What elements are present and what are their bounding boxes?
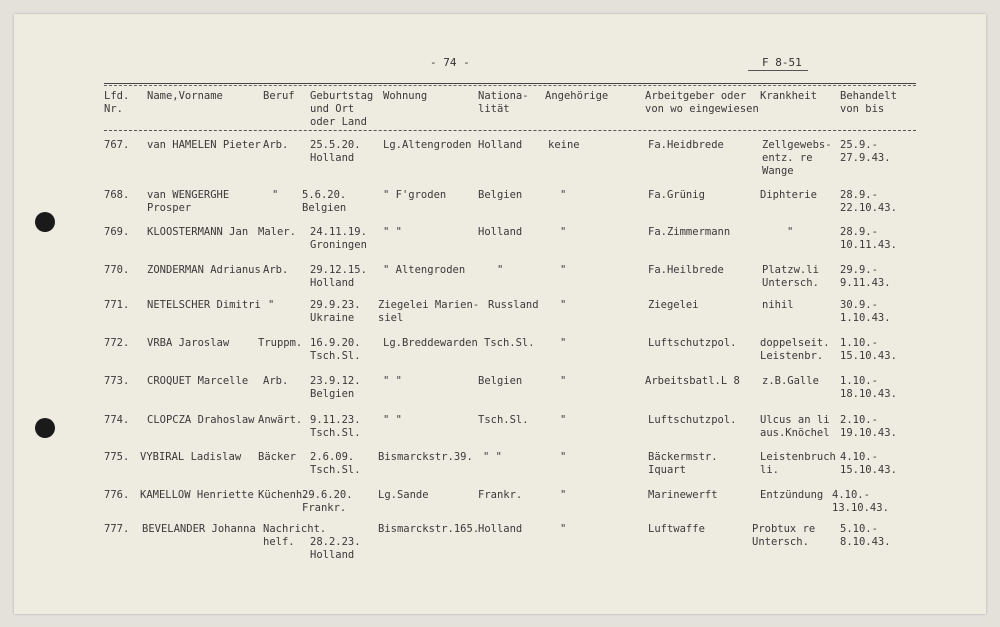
employer-cell: Fa.Zimmermann: [648, 226, 731, 238]
nationality-cell: ": [497, 264, 504, 276]
row-number: 776.: [104, 489, 130, 501]
relatives-cell: ": [560, 451, 567, 463]
nationality-cell: Belgien: [478, 375, 523, 387]
punch-hole: [35, 212, 55, 232]
birth-cell: 24.11.19. Groningen: [310, 226, 367, 251]
occupation-cell: Maler.: [258, 226, 296, 238]
nationality-cell: Holland: [478, 226, 523, 238]
row-number: 772.: [104, 337, 130, 349]
employer-cell: Luftschutzpol.: [648, 414, 737, 426]
birth-cell: 5.6.20. Belgien: [302, 189, 347, 214]
occupation-cell: Arb.: [263, 375, 289, 387]
illness-cell: Probtux re Untersch.: [752, 523, 816, 548]
nationality-cell: " ": [483, 451, 502, 463]
column-header: Nationa- lität: [478, 90, 529, 115]
column-header: Name,Vorname: [147, 90, 223, 102]
treatment-dates-cell: 4.10.- 13.10.43.: [832, 489, 889, 514]
name-cell: van HAMELEN Pieter: [147, 139, 261, 151]
nationality-cell: Russland: [488, 299, 539, 311]
illness-cell: nihil: [762, 299, 794, 311]
treatment-dates-cell: 28.9.- 22.10.43.: [840, 189, 897, 214]
row-number: 774.: [104, 414, 130, 426]
treatment-dates-cell: 4.10.- 15.10.43.: [840, 451, 897, 476]
treatment-dates-cell: 1.10.- 15.10.43.: [840, 337, 897, 362]
treatment-dates-cell: 30.9.- 1.10.43.: [840, 299, 891, 324]
illness-cell: Diphterie: [760, 189, 817, 201]
residence-cell: " ": [383, 375, 402, 387]
illness-cell: doppelseit. Leistenbr.: [760, 337, 830, 362]
relatives-cell: ": [560, 414, 567, 426]
relatives-cell: ": [560, 375, 567, 387]
employer-cell: Fa.Heidbrede: [648, 139, 724, 151]
birth-cell: 23.9.12. Belgien: [310, 375, 361, 400]
birth-cell: 2.6.09. Tsch.Sl.: [310, 451, 361, 476]
treatment-dates-cell: 2.10.- 19.10.43.: [840, 414, 897, 439]
column-header: Behandelt von bis: [840, 90, 897, 115]
nationality-cell: Tsch.Sl.: [484, 337, 535, 349]
birth-cell: 29.6.20. Frankr.: [302, 489, 353, 514]
treatment-dates-cell: 1.10.- 18.10.43.: [840, 375, 897, 400]
employer-cell: Ziegelei: [648, 299, 699, 311]
column-header: Beruf: [263, 90, 295, 102]
nationality-cell: Holland: [478, 139, 523, 151]
name-cell: KAMELLOW Henriette: [140, 489, 254, 501]
relatives-cell: ": [560, 264, 567, 276]
nationality-cell: Belgien: [478, 189, 523, 201]
residence-cell: Lg.Breddewarden: [383, 337, 478, 349]
occupation-cell: Truppm.: [258, 337, 303, 349]
illness-cell: Ulcus an li aus.Knöchel: [760, 414, 830, 439]
relatives-cell: ": [560, 299, 567, 311]
residence-cell: Lg.Altengroden: [383, 139, 472, 151]
illness-cell: Platzw.li Untersch.: [762, 264, 819, 289]
occupation-cell: Arb.: [263, 264, 289, 276]
header-bottom-rule: [104, 130, 916, 131]
relatives-cell: ": [560, 226, 567, 238]
name-cell: NETELSCHER Dimitri: [147, 299, 261, 311]
name-cell: CLOPCZA Drahoslaw: [147, 414, 255, 426]
employer-cell: Luftwaffe: [648, 523, 705, 535]
row-number: 768.: [104, 189, 130, 201]
reference-underline: [748, 70, 808, 71]
birth-cell: 29.12.15. Holland: [310, 264, 367, 289]
occupation-cell: Arb.: [263, 139, 289, 151]
birth-cell: 28.2.23. Holland: [310, 536, 361, 561]
residence-cell: Ziegelei Marien- siel: [378, 299, 480, 324]
row-number: 771.: [104, 299, 130, 311]
employer-cell: Fa.Grünig: [648, 189, 705, 201]
birth-cell: 16.9.20. Tsch.Sl.: [310, 337, 361, 362]
relatives-cell: ": [560, 189, 567, 201]
relatives-cell: ": [560, 523, 567, 535]
name-cell: CROQUET Marcelle: [147, 375, 249, 387]
name-cell: VYBIRAL Ladislaw: [140, 451, 242, 463]
treatment-dates-cell: 28.9.- 10.11.43.: [840, 226, 897, 251]
row-number: 777.: [104, 523, 130, 535]
illness-cell: Leistenbruch li.: [760, 451, 836, 476]
column-header: Angehörige: [545, 90, 609, 102]
name-cell: BEVELANDER Johanna: [142, 523, 256, 535]
birth-cell: 29.9.23. Ukraine: [310, 299, 361, 324]
treatment-dates-cell: 25.9.- 27.9.43.: [840, 139, 891, 164]
occupation-cell: Nachricht. helf.: [263, 523, 327, 548]
employer-cell: Bäckermstr. Iquart: [648, 451, 718, 476]
occupation-cell: Küchenh.: [258, 489, 309, 501]
column-header: Wohnung: [383, 90, 428, 102]
treatment-dates-cell: 29.9.- 9.11.43.: [840, 264, 891, 289]
column-header: Geburtstag und Ort oder Land: [310, 90, 374, 128]
row-number: 773.: [104, 375, 130, 387]
relatives-cell: ": [560, 489, 567, 501]
row-number: 775.: [104, 451, 130, 463]
illness-cell: ": [787, 226, 794, 238]
residence-cell: " ": [383, 226, 402, 238]
illness-cell: Zellgewebs- entz. re Wange: [762, 139, 832, 177]
name-cell: van WENGERGHE Prosper: [147, 189, 230, 214]
occupation-cell: ": [272, 189, 279, 201]
birth-cell: 9.11.23. Tsch.Sl.: [310, 414, 361, 439]
nationality-cell: Tsch.Sl.: [478, 414, 529, 426]
relatives-cell: ": [560, 337, 567, 349]
residence-cell: Lg.Sande: [378, 489, 429, 501]
column-header: Arbeitgeber oder von wo eingewiesen: [645, 90, 759, 115]
column-header: Krankheit: [760, 90, 817, 102]
residence-cell: Bismarckstr.39.: [378, 451, 473, 463]
page-number: - 74 -: [430, 56, 470, 69]
birth-cell: 25.5.20. Holland: [310, 139, 361, 164]
name-cell: VRBA Jaroslaw: [147, 337, 230, 349]
column-header: Lfd. Nr.: [104, 90, 130, 115]
employer-cell: Marinewerft: [648, 489, 718, 501]
occupation-cell: Anwärt.: [258, 414, 303, 426]
nationality-cell: Holland: [478, 523, 523, 535]
illness-cell: Entzündung: [760, 489, 824, 501]
header-top-rule-dashed: [104, 85, 916, 86]
occupation-cell: ": [268, 299, 275, 311]
residence-cell: Bismarckstr.165.: [378, 523, 480, 535]
header-top-rule: [104, 83, 916, 84]
row-number: 767.: [104, 139, 130, 151]
residence-cell: " F'groden: [383, 189, 447, 201]
nationality-cell: Frankr.: [478, 489, 523, 501]
name-cell: KLOOSTERMANN Jan: [147, 226, 249, 238]
employer-cell: Arbeitsbatl.L 8: [645, 375, 740, 387]
document-reference: F 8-51: [762, 56, 802, 69]
row-number: 770.: [104, 264, 130, 276]
row-number: 769.: [104, 226, 130, 238]
employer-cell: Fa.Heilbrede: [648, 264, 724, 276]
name-cell: ZONDERMAN Adrianus: [147, 264, 261, 276]
occupation-cell: Bäcker: [258, 451, 296, 463]
illness-cell: z.B.Galle: [762, 375, 819, 387]
punch-hole: [35, 418, 55, 438]
residence-cell: " ": [383, 414, 402, 426]
residence-cell: " Altengroden: [383, 264, 466, 276]
employer-cell: Luftschutzpol.: [648, 337, 737, 349]
relatives-cell: keine: [548, 139, 580, 151]
treatment-dates-cell: 5.10.- 8.10.43.: [840, 523, 891, 548]
